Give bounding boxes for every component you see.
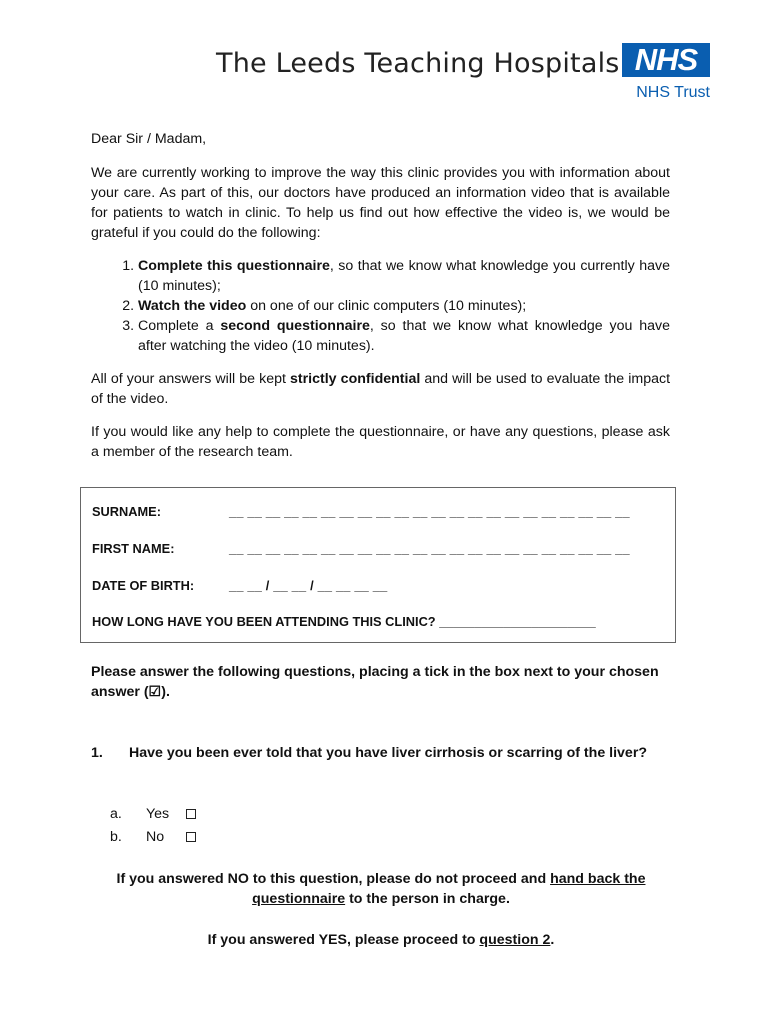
question-text: Have you been ever told that you have liver cirrhosis or scarring of the liver? xyxy=(129,745,648,761)
help-paragraph: If you would like any help to complete the questionnaire, or have any questions, please ask a member of the research team. xyxy=(91,424,670,460)
no-checkbox[interactable] xyxy=(186,832,196,842)
attending-field[interactable]: ______________________ xyxy=(439,614,596,629)
step-item: 3. Complete a second questionnaire, so that we know what knowledge you have after watching the video (10 minutes). xyxy=(138,316,670,356)
dob-field[interactable]: __ __ / __ __ / __ __ __ __ xyxy=(229,578,388,593)
instructions: Please answer the following questions, placing a tick in the box next to your chosen answer (☑). xyxy=(91,664,659,700)
surname-field[interactable]: __ __ __ __ __ __ __ __ __ __ __ __ __ __ __ __ __ __ __ __ __ __ xyxy=(229,504,630,519)
option-letter: b. xyxy=(110,829,122,845)
note-if-yes: If you answered YES, please proceed to question 2. xyxy=(207,932,555,948)
attending-label: HOW LONG HAVE YOU BEEN ATTENDING THIS CLINIC? xyxy=(92,614,436,629)
question-2-link: question 2 xyxy=(479,932,551,948)
confidential-paragraph: All of your answers will be kept strictly confidential and will be used to evaluate the impact of the video. xyxy=(91,371,671,407)
steps-list xyxy=(91,256,670,356)
nhs-trust-label: NHS Trust xyxy=(636,84,710,101)
dob-label: DATE OF BIRTH: xyxy=(92,578,195,593)
letter-body xyxy=(91,129,670,475)
question-number: 1. xyxy=(91,745,103,761)
attending-row xyxy=(92,614,596,629)
first-name-field[interactable]: __ __ __ __ __ __ __ __ __ __ __ __ __ __ __ __ __ __ __ __ __ __ xyxy=(229,541,630,556)
step-item: 2. Watch the video on one of our clinic computers (10 minutes); xyxy=(138,296,670,316)
nhs-logo: NHS xyxy=(622,43,710,77)
patient-details-form xyxy=(80,487,676,643)
organisation-name: The Leeds Teaching Hospitals xyxy=(216,48,620,79)
yes-checkbox[interactable] xyxy=(186,809,196,819)
note-if-no: If you answered NO to this question, please do not proceed and hand back the questionnaire to the person in charge. xyxy=(116,871,646,907)
first-name-label: FIRST NAME: xyxy=(92,541,175,556)
option-label: No xyxy=(146,829,165,845)
page-header xyxy=(216,40,716,106)
step-item: 1. Complete this questionnaire, so that we know what knowledge you currently have (10 minutes); xyxy=(138,256,670,296)
hand-back-link: hand back the questionnaire xyxy=(252,871,646,907)
intro-paragraph: We are currently working to improve the way this clinic provides you with information about your care. As part of this, our doctors have produced an information video that is available for patients to watch in clinic. To help us find out how effective the video is, we would be grateful if you could do the following: xyxy=(91,165,670,241)
option-label: Yes xyxy=(146,806,170,822)
option-letter: a. xyxy=(110,806,122,822)
greeting: Dear Sir / Madam, xyxy=(91,131,207,147)
surname-label: SURNAME: xyxy=(92,504,161,519)
